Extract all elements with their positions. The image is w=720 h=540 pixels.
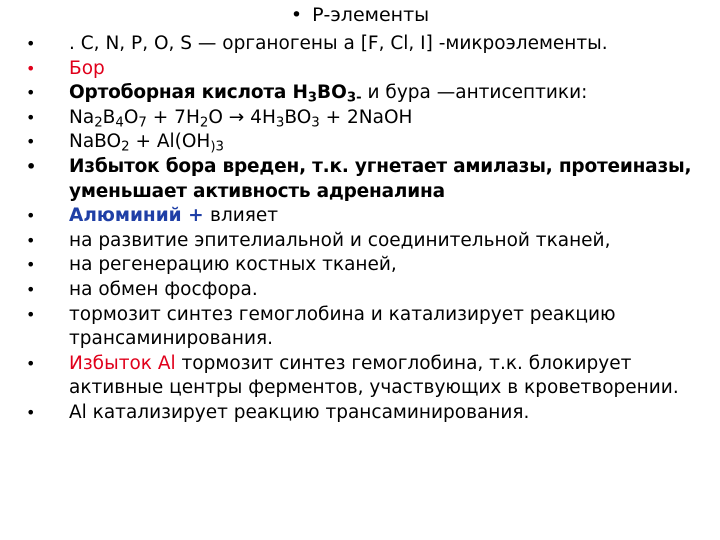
list-item-boron-excess: • Избыток бора вреден, т.к. угнетает амилазы, протеиназы, уменьшает активность адреналина <box>26 155 716 204</box>
title-bullet-icon: • <box>290 4 303 26</box>
list-item-aluminium-excess: • Избыток Al тормозит синтез гемоглобина, т.к. блокирует активные центры ферментов, участвующих в кроветворении. <box>26 352 716 401</box>
title-text: Р-элементы <box>312 4 430 26</box>
list-item-transamination: • Al катализирует реакцию трансаминирования. <box>26 401 716 426</box>
slide-title <box>0 2 720 28</box>
list-item-equation-metaborate: • NaBO$_2$ + $Al(OH_{)3}$ <box>26 130 716 155</box>
list-item-organogens: • . C, N, P, O, S — органогены а [F, Cl, I] -микроэлементы. <box>26 32 716 57</box>
list-item-hemoglobin: • тормозит синтез гемоглобина и катализирует реакцию трансаминирования. <box>26 303 716 352</box>
list-item-boron-heading: • Бор <box>26 57 716 82</box>
list-item-bone-regeneration: • на регенерацию костных тканей, <box>26 253 716 278</box>
list-item-phosphorus: • на обмен фосфора. <box>26 278 716 303</box>
list-item-aluminium-heading: • Алюминий + влияет <box>26 204 716 229</box>
list-item-equation-borax: • $Na_2B_4O_7 + 7H_2O \to 4H_3BO_3$ + 2NaOH <box>26 106 716 131</box>
bullet-list <box>26 32 716 426</box>
list-item-boric-acid: • Ортоборная кислота $H_3BO_{3-}$ и бура —антисептики: <box>26 81 716 106</box>
list-item-epithelial: • на развитие эпителиальной и соединительной тканей, <box>26 229 716 254</box>
